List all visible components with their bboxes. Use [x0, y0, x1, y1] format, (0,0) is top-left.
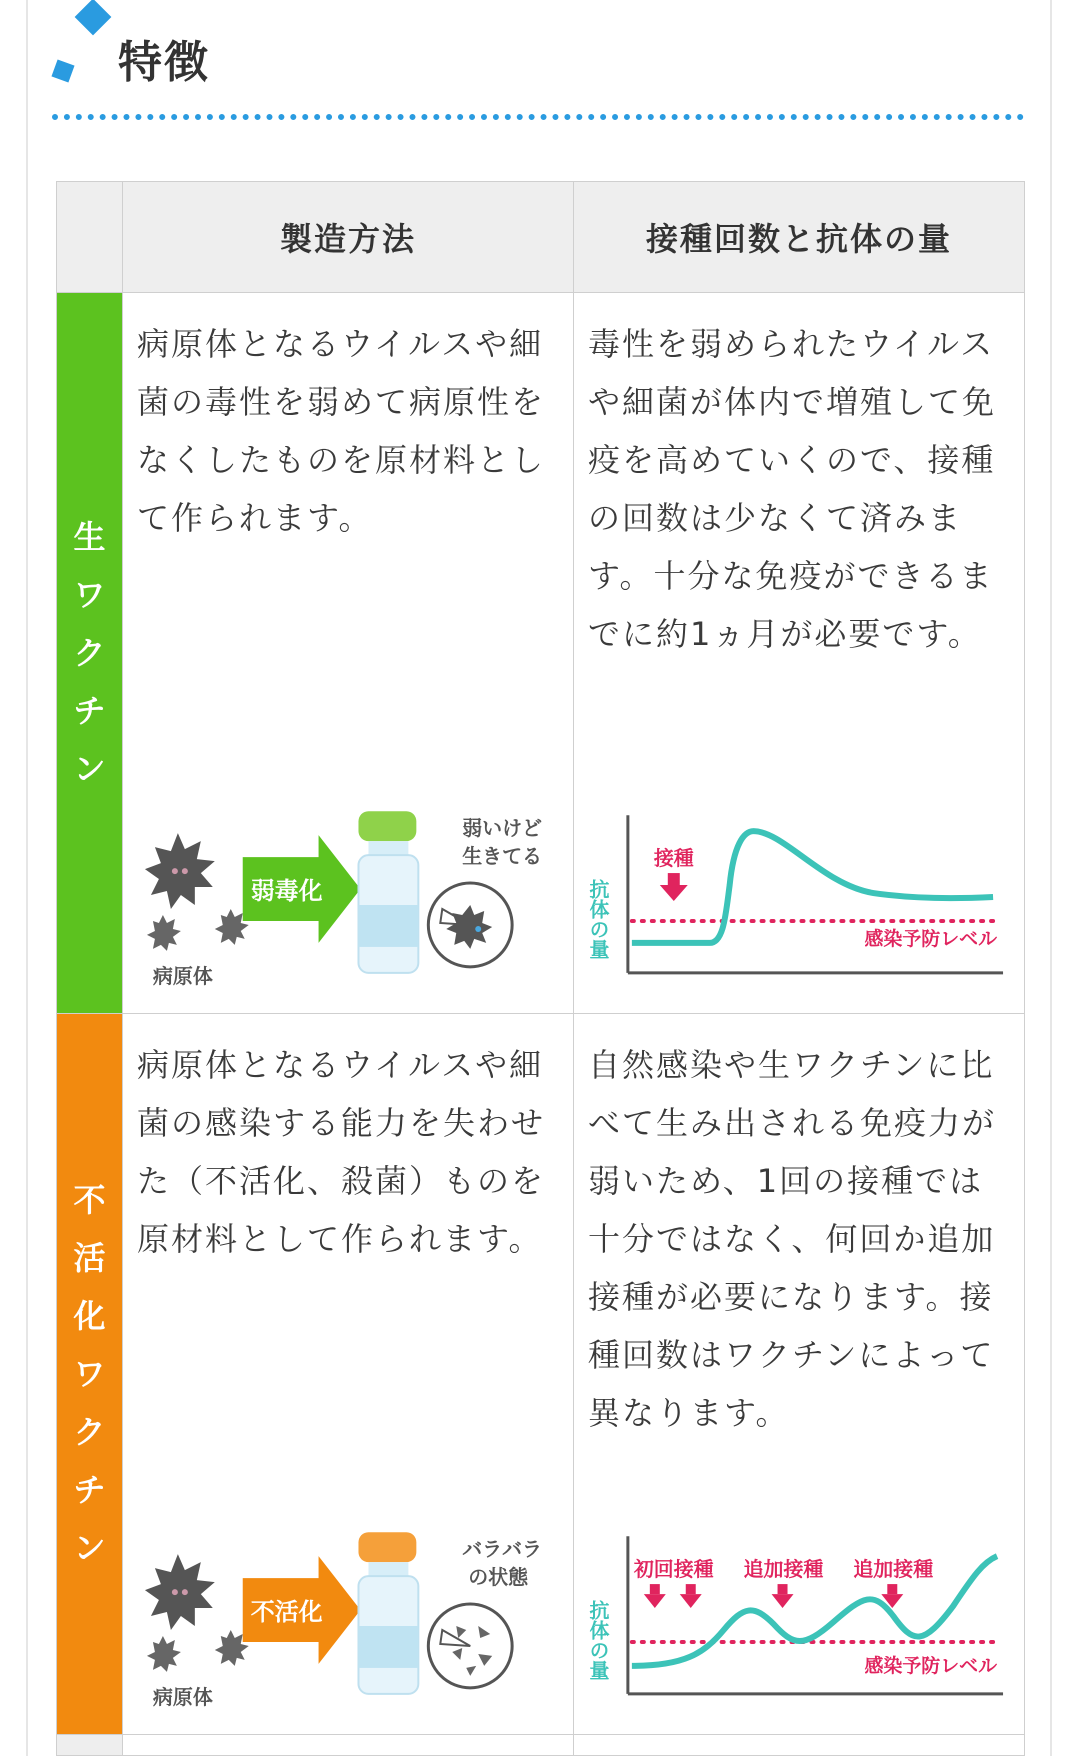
method-cell-inactivated [123, 1014, 574, 1735]
pathogen-label: 病原体 [152, 1684, 213, 1709]
section-title: 特徴 [118, 37, 210, 88]
graph-ylabel: 抗体の量 [585, 1600, 610, 1680]
doses-text-live: 毒性を弱められたウイルスや細菌が体内で増殖して免疫を高めていくので、接種の回数は少なくて済みます。十分な免疫ができるまでに約1ヵ月が必要です。 [588, 325, 997, 653]
doses-cell-live [574, 293, 1025, 1014]
bubble-label-line1: 弱いけど [462, 816, 543, 841]
virus-icon [145, 833, 215, 909]
down-arrow-icon [644, 1584, 666, 1608]
next-row-method-cell [123, 1735, 574, 1756]
attenuation-illustration [123, 805, 573, 1005]
down-arrow-icon [680, 1584, 702, 1608]
section-header [52, 0, 1024, 130]
doses-cell-inactivated [574, 1014, 1025, 1735]
square-decoration-icon [51, 59, 74, 82]
doses-text-inactivated: 自然感染や生ワクチンに比べて生み出される免疫力が弱いため、1回の接種では十分ではなく、何回か追加接種が必要になります。接種回数はワクチンによって異なります。 [588, 1046, 997, 1432]
header-doses: 接種回数と抗体の量 [574, 182, 1025, 293]
down-arrow-icon [772, 1584, 794, 1608]
threshold-label: 感染予防レベル [864, 927, 998, 950]
virus-icon [145, 1554, 215, 1630]
next-row-doses-cell [574, 1735, 1025, 1756]
table-row-inactivated-vaccine [57, 1014, 1025, 1735]
method-text-inactivated: 病原体となるウイルスや細菌の感染する能力を失わせた（不活化、殺菌）ものを原材料として作られます。 [137, 1046, 546, 1258]
row-label-text: 生ワクチン [73, 518, 106, 788]
bubble-label-line1: バラバラ [462, 1537, 543, 1562]
table-row-live-vaccine [57, 293, 1025, 1014]
next-row-label-cell [57, 1735, 123, 1756]
table-header-row [57, 182, 1025, 293]
dose2-label: 追加接種 [743, 1557, 824, 1582]
pathogen-label: 病原体 [152, 963, 213, 988]
down-arrow-icon [660, 873, 688, 901]
bubble-label-line2: の状態 [468, 1565, 529, 1590]
method-cell-live [123, 293, 574, 1014]
inactivation-illustration [123, 1526, 573, 1726]
header-corner-cell [57, 182, 123, 293]
small-virus-icon [147, 909, 249, 951]
threshold-label: 感染予防レベル [864, 1654, 998, 1677]
table-row-next [57, 1735, 1025, 1756]
diamond-decoration-icon [75, 0, 112, 35]
arrow-label: 不活化 [250, 1598, 323, 1627]
vial-icon [358, 811, 418, 973]
row-label-text: 不活化ワクチン [73, 1181, 106, 1567]
header-method: 製造方法 [123, 182, 574, 293]
graph-ylabel: 抗体の量 [585, 879, 610, 959]
antibody-graph-live [574, 805, 1024, 1005]
dose1-label: 初回接種 [633, 1557, 714, 1582]
features-table [56, 181, 1025, 1756]
dose3-label: 追加接種 [853, 1557, 934, 1582]
page-frame-right [1050, 0, 1052, 1756]
arrow-label: 弱毒化 [250, 877, 323, 906]
dotted-divider [52, 114, 1024, 120]
method-text-live: 病原体となるウイルスや細菌の毒性を弱めて病原性をなくしたものを原材料として作られます。 [137, 325, 546, 537]
page-frame-left [26, 0, 28, 1756]
vial-icon [358, 1532, 418, 1694]
bubble-label-line2: 生きてる [462, 844, 543, 869]
row-label-inactivated-vaccine [57, 1014, 123, 1735]
antibody-graph-inactivated [574, 1526, 1024, 1726]
dose-label: 接種 [653, 846, 694, 871]
small-virus-icon [147, 1630, 249, 1672]
row-label-live-vaccine [57, 293, 123, 1014]
